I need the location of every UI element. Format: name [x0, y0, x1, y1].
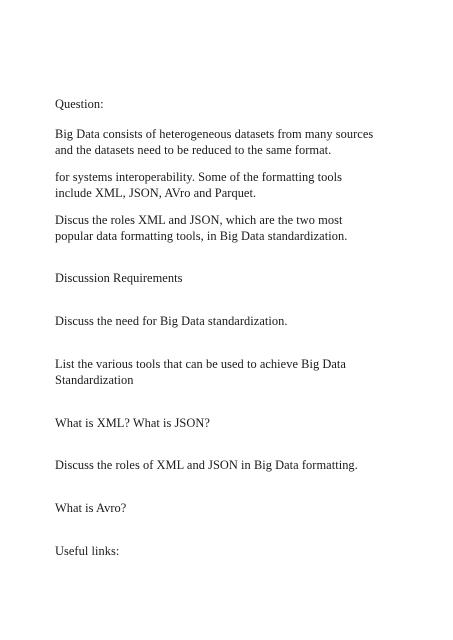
question-label: Question:	[55, 97, 104, 111]
requirement-standardization-need: Discuss the need for Big Data standardization.	[55, 314, 288, 328]
requirement-xml-json: What is XML? What is JSON?	[55, 416, 210, 430]
intro-line-1: Big Data consists of heterogeneous datasets from many sources	[55, 127, 374, 141]
requirement-tools-line-2: Standardization	[55, 373, 134, 387]
requirement-avro: What is Avro?	[55, 501, 127, 515]
requirement-tools-line-1: List the various tools that can be used to achieve Big Data	[55, 357, 346, 371]
discuss-line-2: popular data formatting tools, in Big Data standardization.	[55, 229, 348, 243]
useful-links-label: Useful links:	[55, 544, 120, 558]
tools-line-1: for systems interoperability. Some of the formatting tools	[55, 170, 343, 184]
discuss-line-1: Discus the roles XML and JSON, which are the two most	[55, 213, 343, 227]
tools-line-2: include XML, JSON, AVro and Parquet.	[55, 186, 257, 200]
requirement-roles: Discuss the roles of XML and JSON in Big Data formatting.	[55, 458, 358, 472]
requirements-heading: Discussion Requirements	[55, 271, 183, 285]
intro-line-2: and the datasets need to be reduced to the same format.	[55, 143, 332, 157]
